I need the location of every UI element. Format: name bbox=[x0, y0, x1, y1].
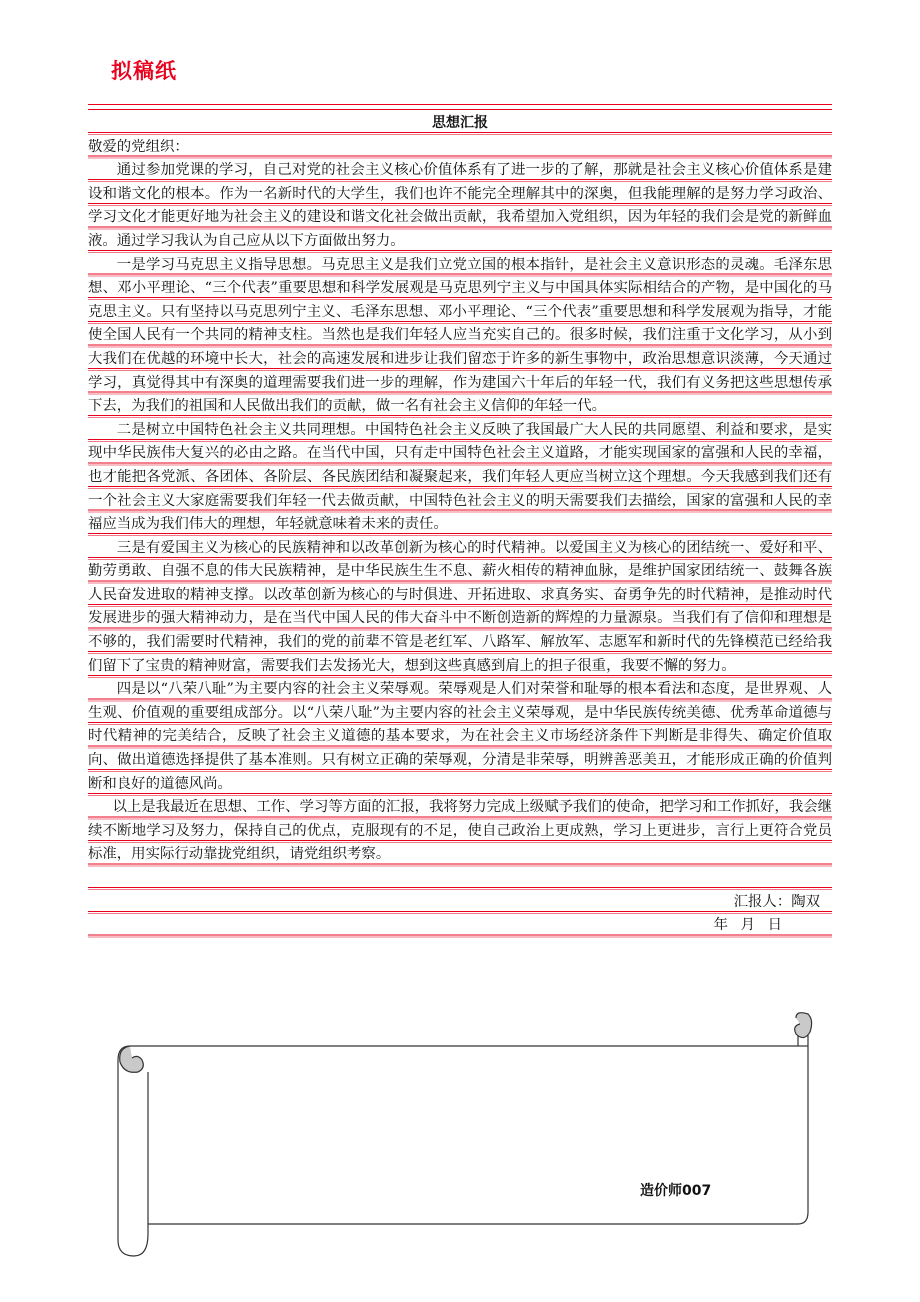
paragraph-intro: 通过参加党课的学习，自己对党的社会主义核心价值体系有了进一步的了解，那就是社会主义核心价值体系是建设和谐文化的根本。作为一名新时代的大学生，我们也许不能完全理解其中的深奥，但我能理解的是努力学习政治、学习文化才能更好地为社会主义的建设和谐文化社会做出贡献，我希望加入党组织，因为年轻的我们会是党的新鲜血液。通过学习我认为自己应从以下方面做出努力。 bbox=[88, 162, 832, 249]
ruled-paper bbox=[88, 112, 832, 938]
paragraph-common-ideal: 二是树立中国特色社会主义共同理想。中国特色社会主义反映了我国最广大人民的共同愿望、利益和要求，是实现中华民族伟大复兴的必由之路。在当代中国，只有走中国特色社会主义道路，才能实现国家的富强和人民的幸福，也才能把各党派、各团体、各阶层、各民族团结和凝聚起来，我们年轻人更应当树立这个理想。今天我感到我们还有一个社会主义大家庭需要我们年轻一代去做贡献，中国特色社会主义的明天需要我们去描绘，国家的富强和人民的幸福应当成为我们伟大的理想，年轻就意味着未来的责任。 bbox=[88, 421, 832, 533]
paragraph-marxism: 一是学习马克思主义指导思想。马克思主义是我们立党立国的根本指针，是社会主义意识形态的灵魂。毛泽东思想、邓小平理论、“三个代表”重要思想和科学发展观是马克思列宁主义与中国具体实际相结合的产物，是中国化的马克思主义。只有坚持以马克思列宁主义、毛泽东思想、邓小平理论、“三个代表”重要思想和科学发展观为指导，才能使全国人民有一个共同的精神支柱。当然也是我们年轻人应当充实自己的。很多时候，我们注重于文化学习，从小到大我们在优越的环境中长大，社会的高速发展和进步让我们留恋于许多的新生事物中，政治思想意识淡薄，今天通过学习，真觉得其中有深奥的道理需要我们进一步的理解，作为建国六十年后的年轻一代，我们有义务把这些思想传承下去，为我们的祖国和人民做出我们的贡献，做一名有社会主义信仰的年轻一代。 bbox=[88, 256, 832, 415]
scroll-author-code: 造价师007 bbox=[640, 1183, 712, 1199]
signature: 汇报人：陶双 bbox=[733, 893, 820, 910]
header-double-rule bbox=[88, 104, 832, 110]
paragraph-national-spirit: 三是有爱国主义为核心的民族精神和以改革创新为核心的时代精神。以爱国主义为核心的团结统一、爱好和平、勤劳勇敢、自强不息的伟大民族精神，是中华民族生生不息、薪火相传的精神血脉，是维护国家团结统一、鼓舞各族人民奋发进取的精神支撑。以改革创新为核心的与时俱进、开拓进取、求真务实、奋勇争先的时代精神，是推动时代发展进步的强大精神动力，是在当代中国人民的伟大奋斗中不断创造新的辉煌的力量源泉。当我们有了信仰和理想是不够的，我们需要时代精神，我们的党的前辈不管是老红军、八路军、解放军、志愿军和新时代的先锋模范已经给我们留下了宝贵的精神财富，需要我们去发扬光大，想到这些真感到肩上的担子很重，我要不懈的努力。 bbox=[88, 539, 832, 674]
page-header-title: 拟稿纸 bbox=[111, 59, 177, 83]
scroll-banner bbox=[108, 1012, 818, 1262]
blank-ruled-line bbox=[88, 867, 832, 891]
salutation: 敬爱的党组织： bbox=[88, 138, 189, 155]
scroll-body bbox=[118, 1018, 808, 1256]
scroll-shape bbox=[108, 1012, 818, 1262]
paragraph-conclusion: 以上是我最近在思想、工作、学习等方面的汇报，我将努力完成上级赋予我们的使命，把学习和工作抓好，我会继续不断地学习及努力，保持自己的优点，克服现有的不足，使自己政治上更成熟，学习上更进步，言行上更符合党员标准，用实际行动靠拢党组织，请党组织考察。 bbox=[88, 799, 833, 863]
scroll-curl-top bbox=[795, 1013, 812, 1038]
paragraph-honor-disgrace: 四是以“八荣八耻”为主要内容的社会主义荣辱观。荣辱观是人们对荣誉和耻辱的根本看法和态度，是世界观、人生观、价值观的重要组成部分。以“八荣八耻”为主要内容的社会主义荣辱观，是中华民族传统美德、优秀革命道德与时代精神的完美结合，反映了社会主义道德的基本要求，为在社会主义市场经济条件下判断是非得失、确定价值取向、做出道德选择提供了基本准则。只有树立正确的荣辱观，分清是非荣辱，明辨善恶美丑，才能形成正确的价值判断和良好的道德风尚。 bbox=[88, 681, 832, 792]
document-title: 思想汇报 bbox=[432, 115, 488, 131]
date-line: 年 月 日 bbox=[713, 917, 786, 934]
